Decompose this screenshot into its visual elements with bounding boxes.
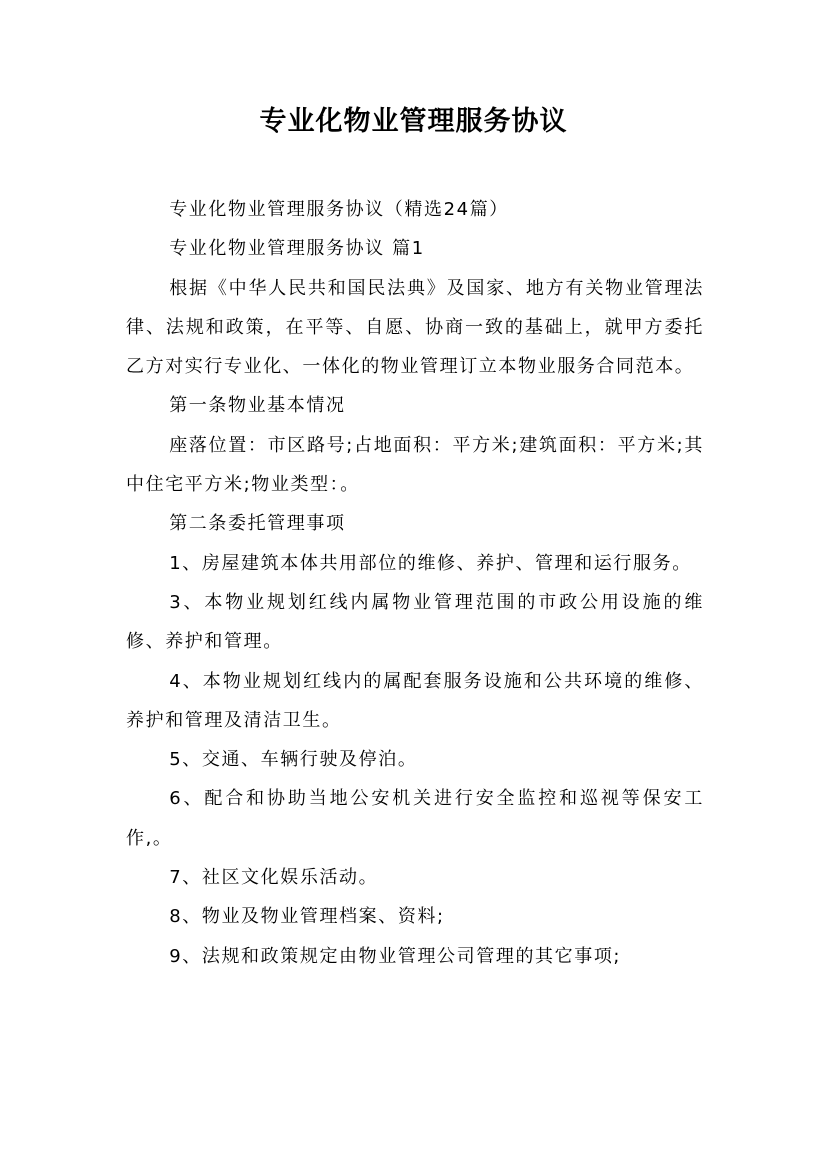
paragraph-article-2-heading: 第二条委托管理事项 xyxy=(169,513,346,535)
paragraph-item-9: 9、法规和政策规定由物业管理公司管理的其它事项; xyxy=(169,945,622,967)
paragraph-item-8: 8、物业及物业管理档案、资料; xyxy=(169,906,445,928)
paragraph-item-4: 4、本物业规划红线内的属配套服务设施和公共环境的维修、养护和管理及清洁卫生。 xyxy=(126,670,704,731)
paragraph-subtitle: 专业化物业管理服务协议（精选24篇） xyxy=(169,199,509,220)
paragraph-item-6: 6、配合和协助当地公安机关进行安全监控和巡视等保安工作,。 xyxy=(126,788,704,849)
paragraph-item-5: 5、交通、车辆行驶及停泊。 xyxy=(169,749,418,771)
paragraph-item-3: 3、本物业规划红线内属物业管理范围的市政公用设施的维修、养护和管理。 xyxy=(126,591,704,653)
paragraph-section-heading: 专业化物业管理服务协议 篇1 xyxy=(169,238,425,260)
paragraph-item-1: 1、房屋建筑本体共用部位的维修、养护、管理和运行服务。 xyxy=(169,552,692,574)
paragraph-property-info: 座落位置：市区路号;占地面积：平方米;建筑面积：平方米;其中住宅平方米;物业类型：。 xyxy=(126,434,704,496)
paragraph-article-1-heading: 第一条物业基本情况 xyxy=(169,395,346,417)
paragraph-preamble: 根据《中华人民共和国民法典》及国家、地方有关物业管理法律、法规和政策，在平等、自愿、协商一致的基础上，就甲方委托乙方对实行专业化、一体化的物业管理订立本物业服务合同范本。 xyxy=(126,277,704,378)
paragraph-item-7: 7、社区文化娱乐活动。 xyxy=(169,867,379,889)
document-title: 专业化物业管理服务协议 xyxy=(259,106,568,137)
document-body xyxy=(126,190,704,976)
